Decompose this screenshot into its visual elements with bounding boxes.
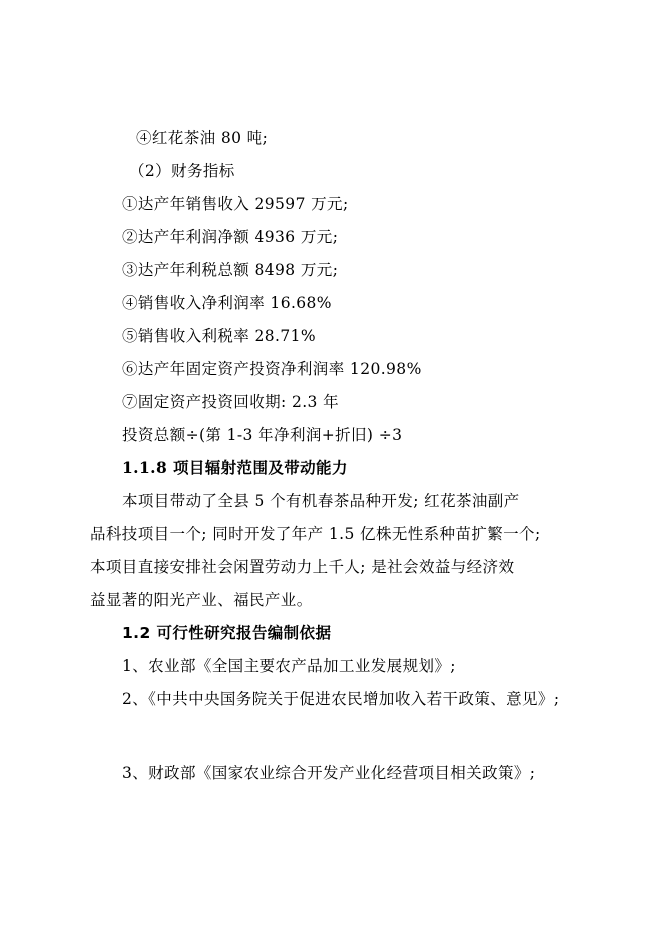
paragraph-line: 品科技项目一个; 同时开发了年产 1.5 亿株无性系种苗扩繁一个; (90, 525, 541, 543)
text-line: （2）财务指标 (129, 162, 235, 180)
text-line: ②达产年利润净额 4936 万元; (122, 228, 339, 246)
text-line: ⑥达产年固定资产投资净利润率 120.98% (122, 360, 422, 378)
text-line: ③达产年利税总额 8498 万元; (122, 261, 339, 279)
section-heading: 1.2 可行性研究报告编制依据 (122, 624, 332, 642)
list-item: 1、农业部《全国主要农产品加工业发展规划》; (122, 657, 456, 675)
text-line: ①达产年销售收入 29597 万元; (122, 195, 349, 213)
section-heading: 1.1.8 项目辐射范围及带动能力 (122, 458, 348, 477)
text-line: ④销售收入净利润率 16.68% (122, 294, 332, 312)
text-line: ⑤销售收入利税率 28.71% (122, 327, 317, 345)
list-item: 2、《中共中央国务院关于促进农民增加收入若干政策、意见》; (122, 690, 560, 708)
paragraph-line: 本项目带动了全县 5 个有机春茶品种开发; 红花茶油副产 (122, 492, 520, 510)
text-line: ⑦固定资产投资回收期: 2.3 年 (122, 393, 340, 411)
text-line: 投资总额÷(第 1-3 年净利润+折旧) ÷3 (122, 426, 403, 444)
text-line: ④红花茶油 80 吨; (136, 129, 269, 147)
paragraph-line: 本项目直接安排社会闲置劳动力上千人; 是社会效益与经济效 (90, 558, 515, 576)
list-item: 3、财政部《国家农业综合开发产业化经营项目相关政策》; (122, 764, 536, 782)
paragraph-line: 益显著的阳光产业、福民产业。 (90, 591, 313, 609)
